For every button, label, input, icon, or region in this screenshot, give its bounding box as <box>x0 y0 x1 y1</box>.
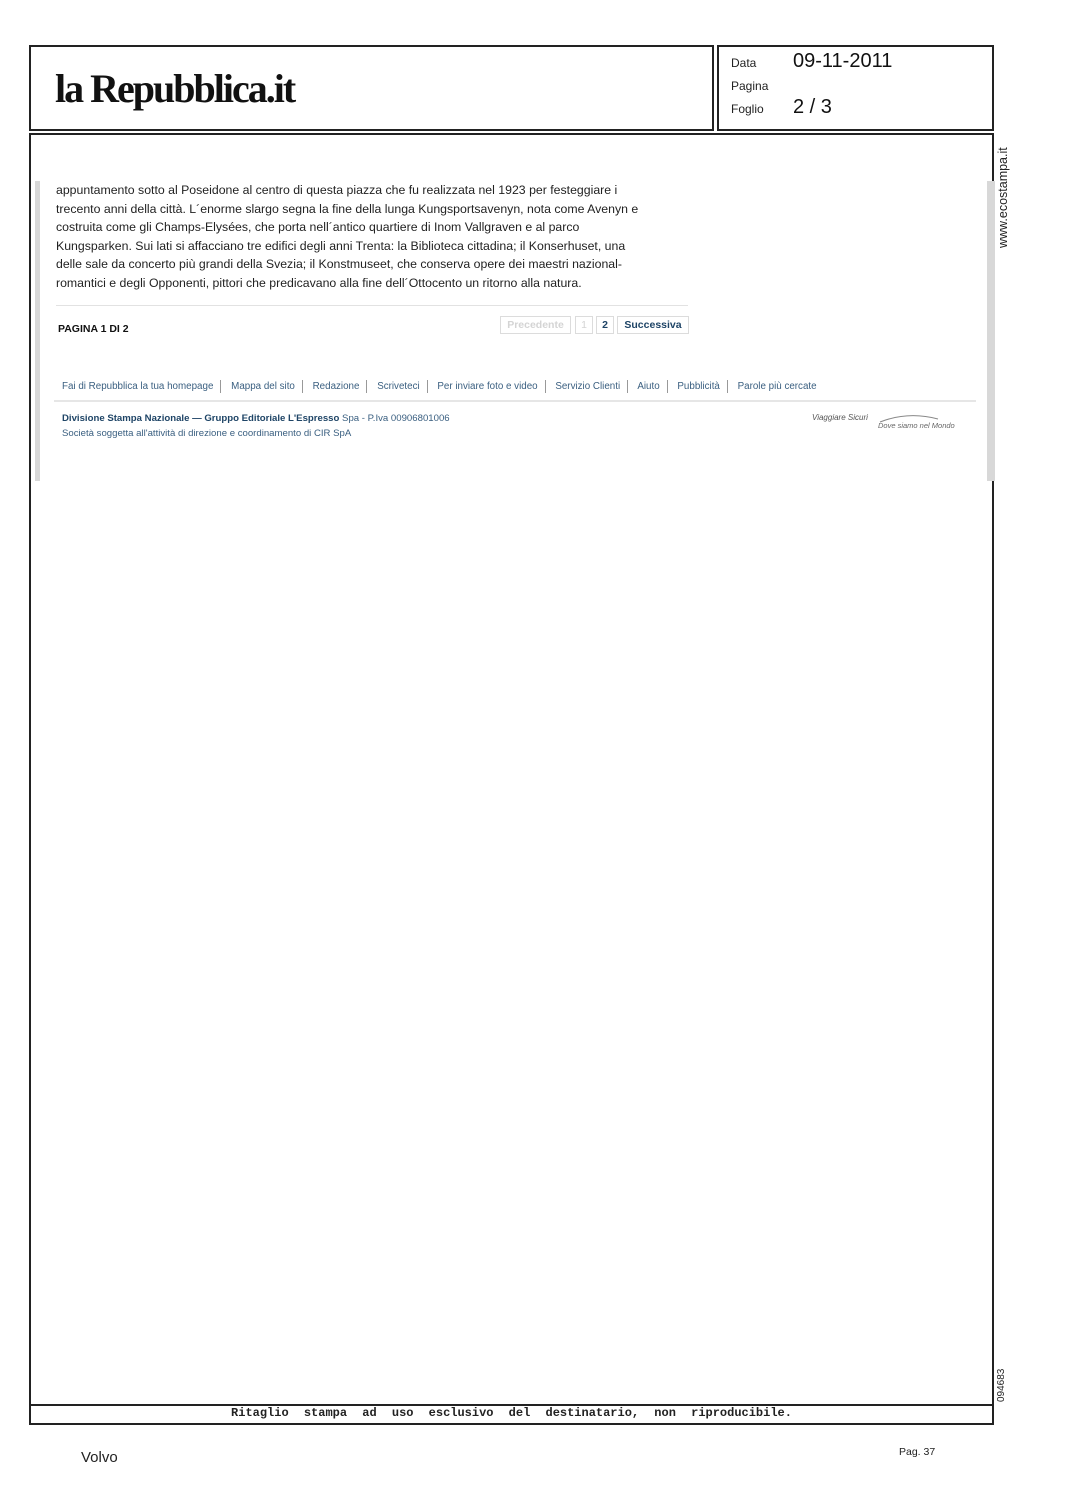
next-button[interactable]: Successiva <box>617 316 689 334</box>
footer-link-scriveteci[interactable]: Scriveteci <box>377 381 420 393</box>
footer-links <box>62 380 817 393</box>
link-separator <box>667 380 668 393</box>
dove-siamo-logo[interactable] <box>878 413 972 435</box>
page-2-link[interactable]: 2 <box>596 316 614 334</box>
clipping-code <box>996 1368 1010 1402</box>
foglio-value: 2 / 3 <box>793 96 832 118</box>
article-line: appuntamento sotto al Poseidone al centro di questa piazza che fu realizzata nel 1923 per festeggiare i <box>56 183 618 197</box>
repubblica-logo: la Repubblica.it <box>55 66 295 111</box>
link-separator <box>302 380 303 393</box>
foglio-label: Foglio <box>731 102 764 116</box>
data-label: Data <box>731 56 757 70</box>
page-count: PAGINA 1 DI 2 <box>58 323 129 335</box>
article-line: Kungsparken. Sui lati si affacciano tre edifici degli anni Trenta: la Biblioteca cittadina; il Konserhuset, una <box>56 238 626 253</box>
link-separator <box>727 380 728 393</box>
page-number: Pag. 37 <box>899 1446 936 1458</box>
footer-link-sitemap[interactable]: Mappa del sito <box>231 381 295 393</box>
dove-siamo-text: Dove siamo nel Mondo <box>878 421 955 430</box>
footer-link-parole-cercate[interactable]: Parole più cercate <box>737 381 817 393</box>
footer-link-homepage[interactable]: Fai di Repubblica la tua homepage <box>62 381 214 393</box>
data-value: 09-11-2011 <box>793 50 893 72</box>
footer-divider <box>54 400 976 402</box>
link-separator <box>427 380 428 393</box>
footer-link-invia-foto[interactable]: Per inviare foto e video <box>437 381 538 393</box>
page-1-link[interactable]: 1 <box>575 316 593 334</box>
article-line: costruita come gli Champs-Elysées, che porta nell´antico quartiere di Inom Vallgraven e al parco <box>56 220 580 235</box>
link-separator <box>545 380 546 393</box>
clipping-meta-box <box>717 45 994 131</box>
publisher-vat: Spa - P.Iva 00906801006 <box>339 413 450 424</box>
link-separator <box>627 380 628 393</box>
publisher-info <box>62 413 450 424</box>
ecostampa-url <box>980 148 1030 248</box>
viaggiare-sicuri-logo[interactable]: Viaggiare Sicuri <box>812 413 868 422</box>
masthead <box>29 45 714 131</box>
link-separator <box>220 380 221 393</box>
link-separator <box>366 380 367 393</box>
clipping-frame <box>29 133 994 1425</box>
article-body <box>56 181 696 293</box>
control-notice: Società soggetta all'attività di direzione e coordinamento di CIR SpA <box>62 428 352 439</box>
footer-link-aiuto[interactable]: Aiuto <box>637 381 660 393</box>
web-page-capture <box>35 181 995 481</box>
previous-button[interactable]: Precedente <box>500 316 571 334</box>
article-line: delle sale da concerto più grandi della Svezia; il Konstmuseet, che conserva opere dei maestri nazional- <box>56 257 622 272</box>
publisher-name: Divisione Stampa Nazionale — Gruppo Editoriale L'Espresso <box>62 413 340 424</box>
ecostampa-url-text: www.ecostampa.it <box>996 147 1010 248</box>
article-line: romantici e degli Opponenti, pittori che predicavano alla fine dell´Ottocento un ritorno alla natura. <box>56 275 582 290</box>
footer-link-servizio-clienti[interactable]: Servizio Clienti <box>555 381 621 393</box>
article-line: trecento anni della città. L´enorme slargo segna la fine della lunga Kungsportsavenyn, nota come Avenyn e <box>56 201 639 216</box>
pagina-label: Pagina <box>731 79 769 93</box>
divider <box>56 305 688 306</box>
footer-link-pubblicita[interactable]: Pubblicità <box>677 381 720 393</box>
reproduction-notice: Ritaglio stampa ad uso esclusivo del destinatario, non riproducibile. <box>231 1406 792 1420</box>
footer-link-redazione[interactable]: Redazione <box>312 381 360 393</box>
client-name: Volvo <box>81 1449 118 1466</box>
clipping-code-text: 094683 <box>996 1368 1007 1402</box>
